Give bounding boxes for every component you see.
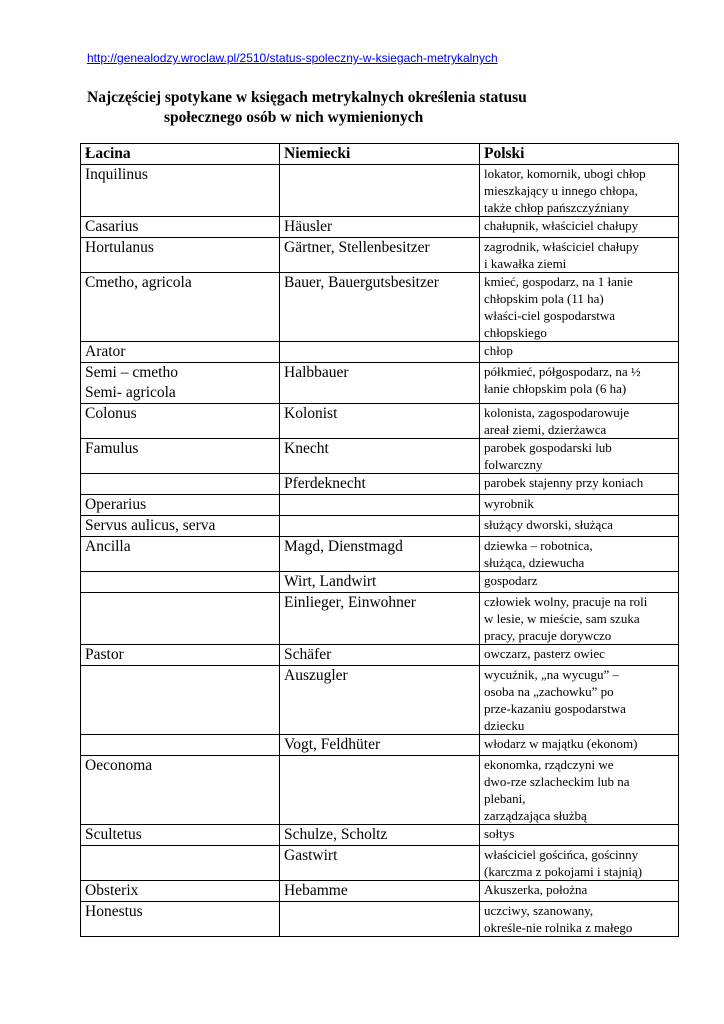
header-german: Niemiecki xyxy=(280,144,480,165)
cell-german-line: Halbbauer xyxy=(284,364,349,381)
table-body xyxy=(81,165,679,937)
cell-polish-line: półkmieć, półgospodarz, na ½ xyxy=(484,364,641,379)
cell-german-line: Pferdeknecht xyxy=(284,475,366,492)
cell-german-line: Gastwirt xyxy=(284,847,338,864)
cell-polish xyxy=(480,516,679,537)
cell-latin xyxy=(81,363,280,404)
cell-polish xyxy=(480,846,679,881)
cell-polish-line: i kawałka ziemi xyxy=(484,256,567,271)
cell-polish-line: dziewka – robotnica, xyxy=(484,538,593,553)
cell-polish-line: areał ziemi, dzierżawca xyxy=(484,422,607,437)
cell-latin xyxy=(81,404,280,439)
cell-polish-line: służąca, dziewucha xyxy=(484,555,585,570)
cell-polish xyxy=(480,238,679,273)
cell-polish-line: plebani, xyxy=(484,791,526,806)
cell-german-line: Vogt, Feldhüter xyxy=(284,736,381,753)
table-row xyxy=(81,881,679,902)
cell-polish-line: mieszkający u innego chłopa, xyxy=(484,183,638,198)
table-row xyxy=(81,825,679,846)
cell-latin xyxy=(81,666,280,735)
cell-polish xyxy=(480,645,679,666)
page-title xyxy=(87,88,647,128)
page-title-line-2: społecznego osób w nich wymienionych xyxy=(164,109,424,126)
table-row xyxy=(81,735,679,756)
cell-polish-line: ekonomka, rządczyni we xyxy=(484,757,614,772)
cell-german-line: Gärtner, Stellenbesitzer xyxy=(284,239,430,256)
cell-german xyxy=(280,439,480,474)
table-row xyxy=(81,537,679,572)
cell-latin xyxy=(81,217,280,238)
cell-polish-line: chłopskim pola (11 ha) xyxy=(484,291,604,306)
table-row xyxy=(81,495,679,516)
cell-german xyxy=(280,645,480,666)
table-row xyxy=(81,474,679,495)
page-title-line-1: Najczęściej spotykane w księgach metrykalnych określenia statusu xyxy=(87,89,527,106)
cell-latin xyxy=(81,474,280,495)
cell-polish-line: kmieć, gospodarz, na 1 łanie xyxy=(484,274,633,289)
cell-german-line: Schulze, Scholtz xyxy=(284,826,388,843)
cell-polish-line: zagrodnik, właściciel chałupy xyxy=(484,239,639,254)
cell-polish xyxy=(480,495,679,516)
cell-latin xyxy=(81,825,280,846)
header-polish: Polski xyxy=(480,144,679,165)
cell-latin-line: Arator xyxy=(85,343,126,360)
cell-latin xyxy=(81,342,280,363)
cell-latin xyxy=(81,645,280,666)
table-row xyxy=(81,404,679,439)
cell-polish xyxy=(480,593,679,645)
cell-german xyxy=(280,825,480,846)
cell-polish xyxy=(480,572,679,593)
table-row xyxy=(81,363,679,404)
cell-latin-line: Hortulanus xyxy=(85,239,154,256)
cell-polish-line: włodarz w majątku (ekonom) xyxy=(484,736,638,751)
cell-latin-line: Servus aulicus, serva xyxy=(85,517,216,534)
cell-german xyxy=(280,342,480,363)
cell-polish xyxy=(480,342,679,363)
cell-german xyxy=(280,537,480,572)
cell-polish xyxy=(480,474,679,495)
cell-polish xyxy=(480,666,679,735)
cell-latin xyxy=(81,846,280,881)
cell-polish xyxy=(480,217,679,238)
cell-german xyxy=(280,593,480,645)
cell-german xyxy=(280,238,480,273)
cell-polish-line: parobek stajenny przy koniach xyxy=(484,475,644,490)
cell-latin-line: Semi – cmetho xyxy=(85,364,178,381)
cell-latin-line: Obsterix xyxy=(85,882,139,899)
cell-latin xyxy=(81,537,280,572)
cell-polish-line: dziecku xyxy=(484,718,525,733)
cell-polish-line: prze-kazaniu gospodarstwa xyxy=(484,701,626,716)
cell-polish-line: owczarz, pasterz owiec xyxy=(484,646,605,661)
cell-polish-line: lokator, komornik, ubogi chłop xyxy=(484,166,646,181)
cell-polish-line: służący dworski, służąca xyxy=(484,517,613,532)
table-row xyxy=(81,666,679,735)
table-row xyxy=(81,217,679,238)
cell-latin xyxy=(81,273,280,342)
table-row xyxy=(81,902,679,937)
cell-latin xyxy=(81,572,280,593)
cell-german-line: Schäfer xyxy=(284,646,332,663)
cell-polish-line: łanie chłopskim pola (6 ha) xyxy=(484,381,627,396)
cell-polish xyxy=(480,756,679,825)
cell-german xyxy=(280,217,480,238)
cell-german xyxy=(280,881,480,902)
table-row xyxy=(81,439,679,474)
cell-polish-line: parobek gospodarski lub xyxy=(484,440,612,455)
cell-german xyxy=(280,474,480,495)
cell-polish-line: uczciwy, szanowany, xyxy=(484,903,594,918)
cell-german xyxy=(280,846,480,881)
cell-german-line: Magd, Dienstmagd xyxy=(284,538,403,555)
cell-latin xyxy=(81,735,280,756)
cell-latin xyxy=(81,238,280,273)
cell-german xyxy=(280,273,480,342)
cell-german xyxy=(280,404,480,439)
cell-polish-line: chłop xyxy=(484,343,513,358)
cell-latin-line: Semi- agricola xyxy=(85,384,176,401)
table-row xyxy=(81,165,679,217)
cell-polish-line: właściciel gościńca, gościnny xyxy=(484,847,639,862)
cell-german xyxy=(280,666,480,735)
cell-polish-line: człowiek wolny, pracuje na roli xyxy=(484,594,648,609)
cell-latin-line: Scultetus xyxy=(85,826,142,843)
cell-latin xyxy=(81,881,280,902)
cell-polish xyxy=(480,363,679,404)
cell-latin xyxy=(81,439,280,474)
table-row xyxy=(81,645,679,666)
cell-polish xyxy=(480,404,679,439)
cell-polish-line: chałupnik, właściciel chałupy xyxy=(484,218,639,233)
cell-polish-line: folwarczny xyxy=(484,457,543,472)
cell-polish-line: dwo-rze szlacheckim lub na xyxy=(484,774,630,789)
cell-german-line: Hebamme xyxy=(284,882,348,899)
cell-polish-line: w lesie, w mieście, sam szuka xyxy=(484,611,640,626)
cell-german xyxy=(280,516,480,537)
cell-german-line: Knecht xyxy=(284,440,329,457)
table-row xyxy=(81,846,679,881)
cell-latin-line: Casarius xyxy=(85,218,139,235)
cell-polish-line: Akuszerka, położna xyxy=(484,882,588,897)
cell-german-line: Einlieger, Einwohner xyxy=(284,594,416,611)
cell-latin-line: Honestus xyxy=(85,903,143,920)
table-header-row xyxy=(81,144,679,165)
cell-polish xyxy=(480,273,679,342)
cell-german-line: Bauer, Bauergutsbesitzer xyxy=(284,274,439,291)
cell-polish-line: wycuźnik, „na wycugu” – xyxy=(484,667,620,682)
cell-polish xyxy=(480,439,679,474)
cell-latin-line: Oeconoma xyxy=(85,757,153,774)
cell-polish-line: osoba na „zachowku” po xyxy=(484,684,614,699)
cell-latin-line: Pastor xyxy=(85,646,124,663)
cell-polish xyxy=(480,825,679,846)
cell-latin-line: Colonus xyxy=(85,405,137,422)
cell-latin-line: Famulus xyxy=(85,440,139,457)
cell-polish-line: właści-ciel gospodarstwa xyxy=(484,308,616,323)
cell-german xyxy=(280,363,480,404)
cell-polish-line: (karczma z pokojami i stajnią) xyxy=(484,864,643,879)
cell-latin-line: Operarius xyxy=(85,496,147,513)
cell-german xyxy=(280,756,480,825)
cell-latin-line: Inquilinus xyxy=(85,166,148,183)
cell-latin xyxy=(81,516,280,537)
cell-polish-line: kolonista, zagospodarowuje xyxy=(484,405,630,420)
cell-latin xyxy=(81,902,280,937)
status-table xyxy=(80,143,679,937)
cell-polish-line: chłopskiego xyxy=(484,325,547,340)
cell-latin xyxy=(81,165,280,217)
table-row xyxy=(81,516,679,537)
cell-latin xyxy=(81,495,280,516)
table-row xyxy=(81,593,679,645)
cell-german xyxy=(280,495,480,516)
cell-german xyxy=(280,572,480,593)
cell-polish-line: także chłop pańszczyźniany xyxy=(484,200,630,215)
cell-german-line: Wirt, Landwirt xyxy=(284,573,377,590)
cell-polish-line: wyrobnik xyxy=(484,496,534,511)
cell-polish xyxy=(480,165,679,217)
cell-latin-line: Cmetho, agricola xyxy=(85,274,192,291)
cell-latin xyxy=(81,593,280,645)
table-row xyxy=(81,342,679,363)
cell-latin xyxy=(81,756,280,825)
cell-german-line: Kolonist xyxy=(284,405,338,422)
cell-german xyxy=(280,165,480,217)
cell-polish-line: określe-nie rolnika z małego xyxy=(484,920,633,935)
cell-german xyxy=(280,735,480,756)
table-row xyxy=(81,572,679,593)
cell-german-line: Häusler xyxy=(284,218,333,235)
cell-polish xyxy=(480,902,679,937)
header-latin: Łacina xyxy=(81,144,280,165)
table-row xyxy=(81,273,679,342)
cell-german-line: Auszugler xyxy=(284,667,348,684)
cell-polish xyxy=(480,735,679,756)
cell-polish-line: pracy, pracuje dorywczo xyxy=(484,628,612,643)
cell-polish-line: zarządzająca służbą xyxy=(484,808,587,823)
cell-latin-line: Ancilla xyxy=(85,538,131,555)
cell-polish-line: sołtys xyxy=(484,826,515,841)
cell-polish xyxy=(480,537,679,572)
source-url-link[interactable]: http://genealodzy.wroclaw.pl/2510/status-spoleczny-w-ksiegach-metrykalnych xyxy=(87,51,498,65)
table-row xyxy=(81,756,679,825)
cell-polish-line: gospodarz xyxy=(484,573,538,588)
cell-german xyxy=(280,902,480,937)
table-row xyxy=(81,238,679,273)
cell-polish xyxy=(480,881,679,902)
